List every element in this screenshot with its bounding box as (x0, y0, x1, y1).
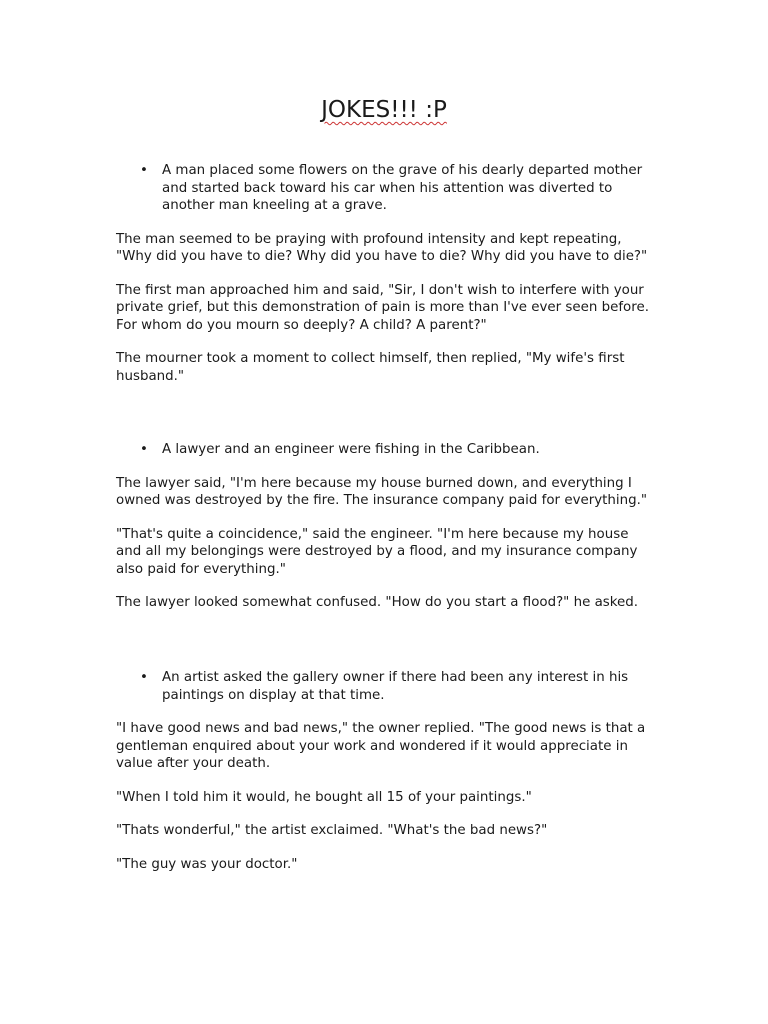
joke-paragraph: "When I told him it would, he bought all 15 of your paintings." (116, 789, 532, 805)
bullet-icon: • (140, 670, 148, 685)
joke-bullet-item (116, 669, 656, 704)
joke-intro: An artist asked the gallery owner if there had been any interest in his paintings on display at that time. (162, 670, 629, 703)
joke-paragraph: The mourner took a moment to collect himself, then replied, "My wife's first husband." (116, 351, 625, 384)
joke-paragraph: "That's quite a coincidence," said the engineer. "I'm here because my house and all my belongings were destroyed by a flood, and my insurance company also paid for everything." (116, 526, 638, 577)
document-title-text: JOKES!!! :P (321, 97, 447, 123)
joke-paragraph: The first man approached him and said, "Sir, I don't wish to interfere with your private grief, but this demonstration of pain is more than I've ever seen before. For whom do you mourn so deeply? A child? A parent?" (116, 282, 649, 333)
joke-section (116, 162, 656, 401)
joke-paragraph: "I have good news and bad news," the owner replied. "The good news is that a gentleman enquired about your work and wondered if it would appreciate in value after your death. (116, 721, 646, 771)
joke-paragraph: The man seemed to be praying with profound intensity and kept repeating, "Why did you have to die? Why did you have to die? Why did you have to die?" (116, 231, 648, 264)
joke-paragraph: "Thats wonderful," the artist exclaimed. "What's the bad news?" (116, 823, 548, 838)
joke-intro: A lawyer and an engineer were fishing in the Caribbean. (162, 442, 540, 457)
joke-paragraph: The lawyer looked somewhat confused. "How do you start a flood?" he asked. (116, 595, 639, 610)
bullet-icon: • (140, 163, 148, 178)
joke-intro: A man placed some flowers on the grave of his dearly departed mother and started back toward his car when his attention was diverted to another man kneeling at a grave. (162, 163, 643, 213)
joke-section (116, 441, 656, 628)
joke-bullet-item (116, 162, 656, 215)
joke-section (116, 669, 656, 889)
joke-bullet-item (116, 441, 656, 459)
document-title (0, 96, 768, 124)
joke-paragraph: The lawyer said, "I'm here because my house burned down, and everything I owned was destroyed by the fire. The insurance company paid for everything." (116, 475, 648, 508)
bullet-icon: • (140, 442, 148, 457)
joke-paragraph: "The guy was your doctor." (116, 856, 298, 872)
